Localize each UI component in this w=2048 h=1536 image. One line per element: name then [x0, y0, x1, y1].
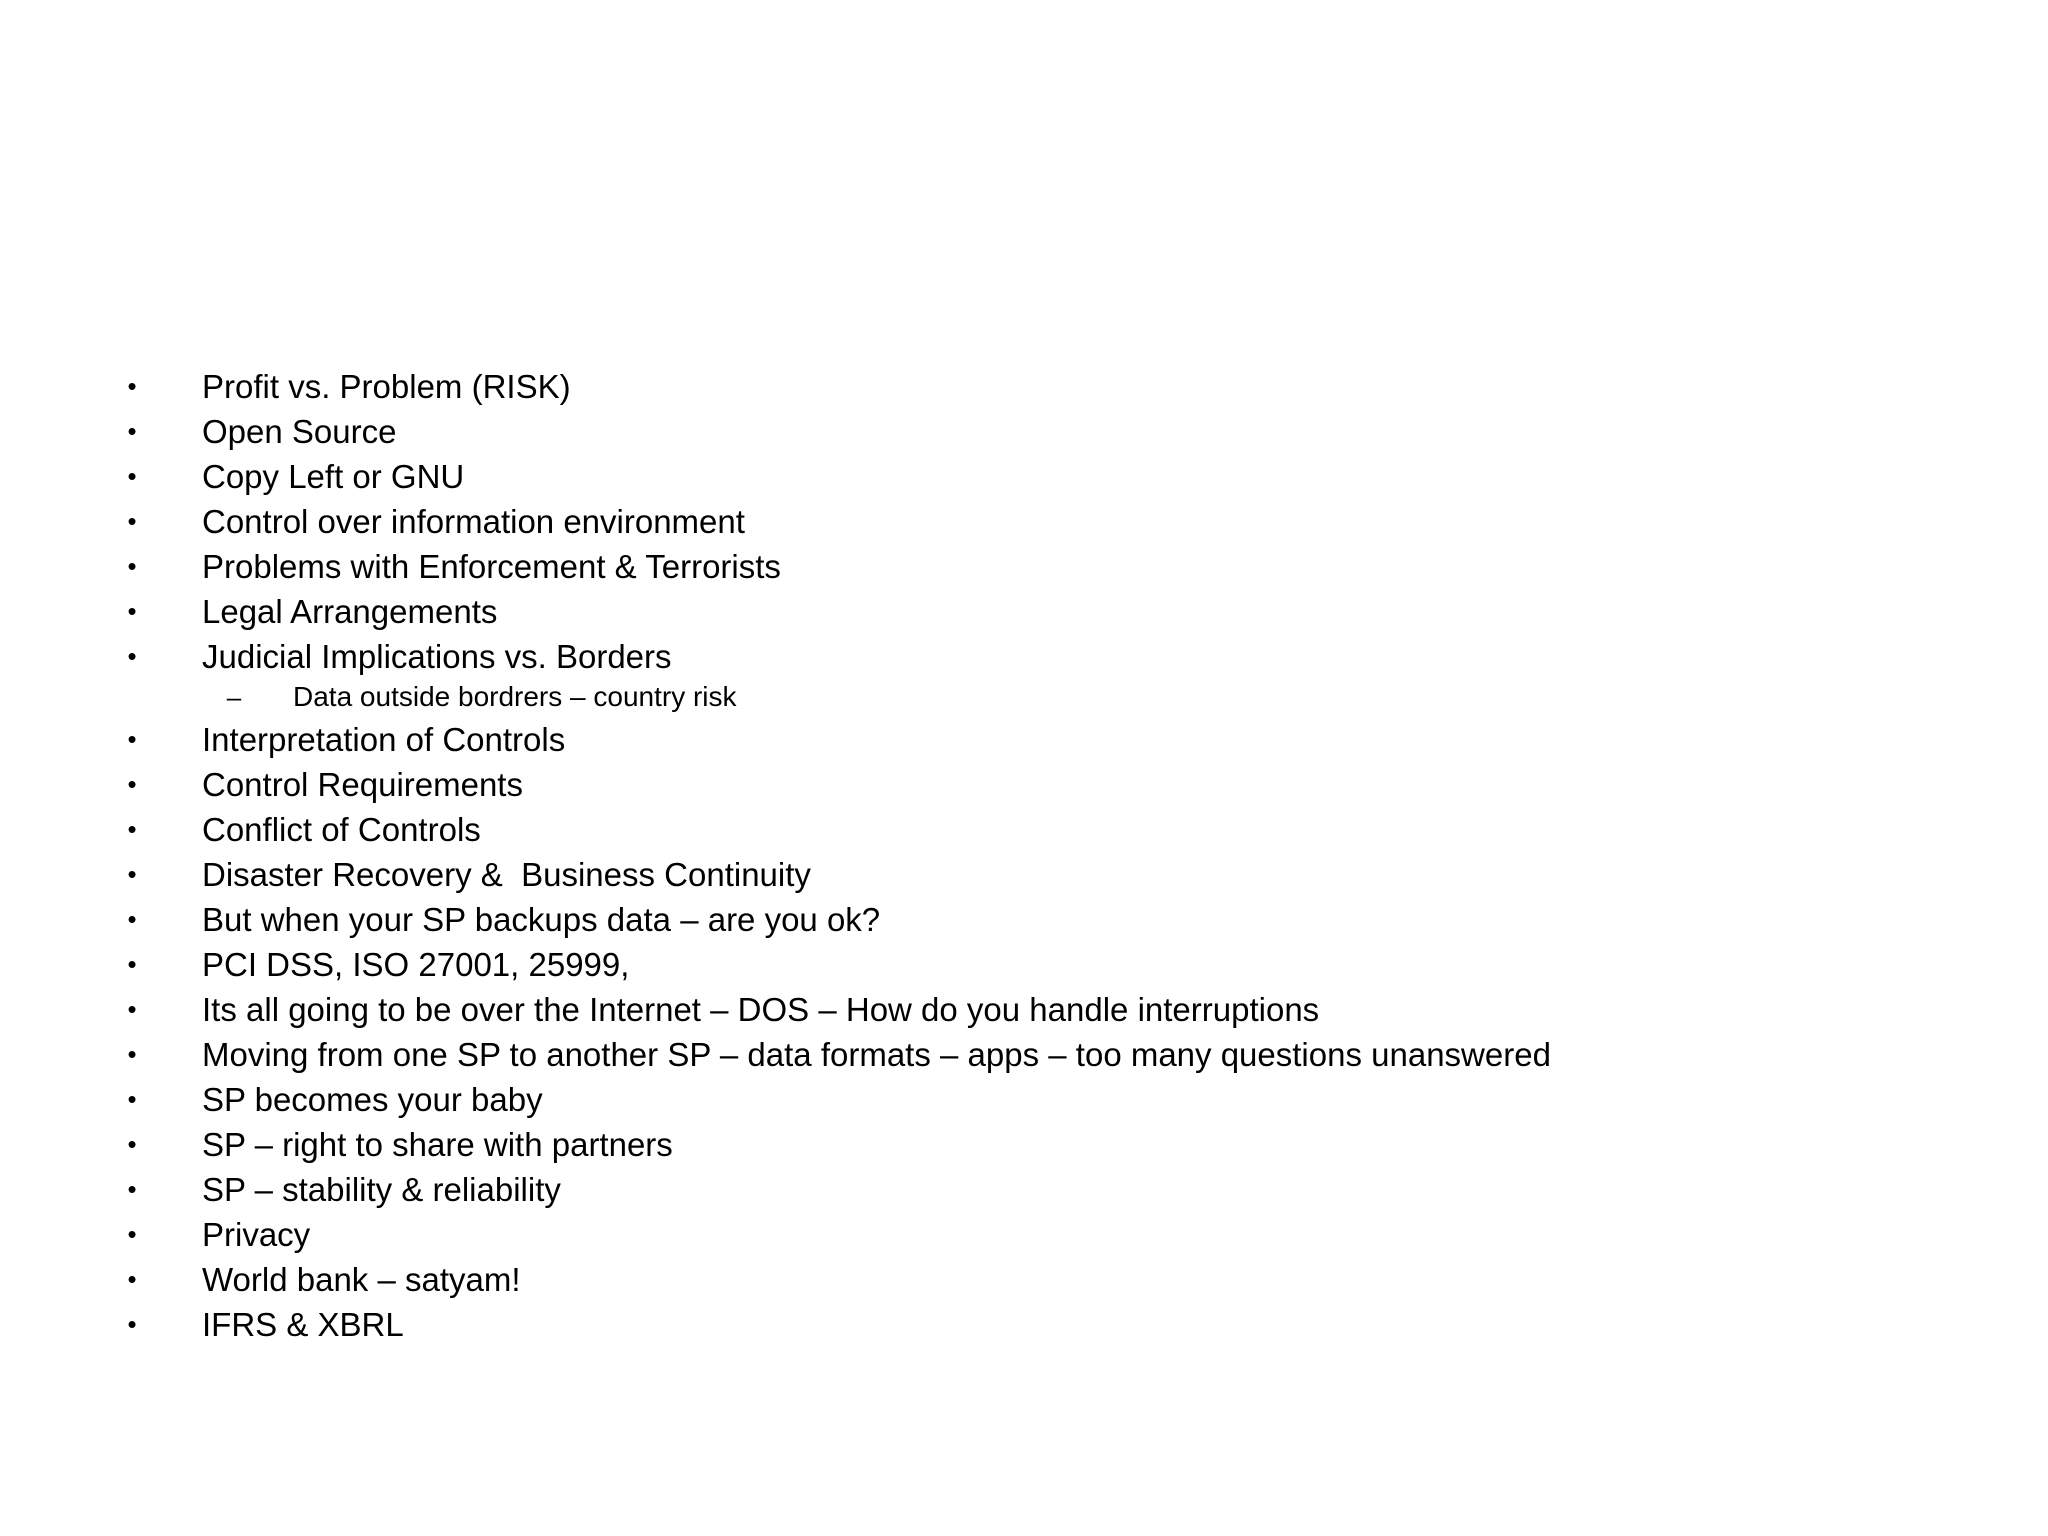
bullet-dot-icon: • — [127, 506, 137, 536]
bullet-item — [122, 499, 1982, 544]
bullet-dot-icon: • — [127, 1219, 137, 1249]
bullet-item — [122, 544, 1982, 589]
bullet-text: PCI DSS, ISO 27001, 25999, — [202, 946, 630, 983]
bullet-item — [122, 1032, 1982, 1077]
bullet-text: Interpretation of Controls — [202, 721, 566, 758]
bullet-dot-icon: • — [127, 814, 137, 844]
bullet-item — [122, 807, 1982, 852]
bullet-item — [122, 454, 1982, 499]
bullet-item — [122, 852, 1982, 897]
bullet-item — [122, 1122, 1982, 1167]
bullet-item — [122, 1077, 1982, 1122]
bullet-dot-icon: • — [127, 1174, 137, 1204]
bullet-item — [122, 942, 1982, 987]
bullet-item — [122, 897, 1982, 942]
bullet-list — [122, 364, 1982, 1347]
bullet-item — [122, 1302, 1982, 1347]
bullet-text: Moving from one SP to another SP – data formats – apps – too many questions unanswered — [202, 1036, 1551, 1073]
bullet-dot-icon: • — [127, 461, 137, 491]
bullet-text: Disaster Recovery & Business Continuity — [202, 856, 811, 893]
bullet-item — [122, 589, 1982, 634]
bullet-dot-icon: • — [127, 1264, 137, 1294]
bullet-dot-icon: • — [127, 596, 137, 626]
bullet-dot-icon: • — [127, 1039, 137, 1069]
bullet-item — [122, 1167, 1982, 1212]
bullet-text: But when your SP backups data – are you ok? — [202, 901, 881, 938]
bullet-item — [122, 1257, 1982, 1302]
bullet-dot-icon: • — [127, 416, 137, 446]
bullet-dot-icon: • — [127, 1129, 137, 1159]
bullet-dot-icon: • — [127, 1309, 137, 1339]
bullet-dot-icon: • — [127, 904, 137, 934]
bullet-text: Control over information environment — [202, 503, 745, 540]
bullet-item — [122, 364, 1982, 409]
bullet-text: Its all going to be over the Internet – DOS – How do you handle interruptions — [202, 991, 1320, 1028]
sub-bullet-item — [122, 679, 1982, 717]
bullet-text: Open Source — [202, 413, 397, 450]
bullet-item — [122, 1212, 1982, 1257]
bullet-text: SP – stability & reliability — [202, 1171, 561, 1208]
bullet-text: IFRS & XBRL — [202, 1306, 404, 1343]
bullet-item — [122, 409, 1982, 454]
bullet-dot-icon: • — [127, 994, 137, 1024]
bullet-text: Problems with Enforcement & Terrorists — [202, 548, 781, 585]
bullet-item — [122, 634, 1982, 679]
bullet-item — [122, 762, 1982, 807]
bullet-text: Control Requirements — [202, 766, 523, 803]
bullet-text: Conflict of Controls — [202, 811, 481, 848]
dash-icon: – — [226, 682, 242, 712]
bullet-text: Copy Left or GNU — [202, 458, 465, 495]
bullet-dot-icon: • — [127, 641, 137, 671]
bullet-text: SP – right to share with partners — [202, 1126, 673, 1163]
bullet-dot-icon: • — [127, 769, 137, 799]
bullet-text: World bank – satyam! — [202, 1261, 521, 1298]
bullet-text: Privacy — [202, 1216, 311, 1253]
bullet-dot-icon: • — [127, 949, 137, 979]
bullet-text: Judicial Implications vs. Borders — [202, 638, 672, 675]
bullet-item — [122, 717, 1982, 762]
bullet-dot-icon: • — [127, 724, 137, 754]
bullet-dot-icon: • — [127, 371, 137, 401]
bullet-dot-icon: • — [127, 1084, 137, 1114]
bullet-text: Legal Arrangements — [202, 593, 498, 630]
sub-bullet-text: Data outside bordrers – country risk — [293, 681, 737, 712]
bullet-text: Profit vs. Problem (RISK) — [202, 368, 571, 405]
bullet-item — [122, 987, 1982, 1032]
bullet-dot-icon: • — [127, 551, 137, 581]
bullet-dot-icon: • — [127, 859, 137, 889]
bullet-text: SP becomes your baby — [202, 1081, 543, 1118]
